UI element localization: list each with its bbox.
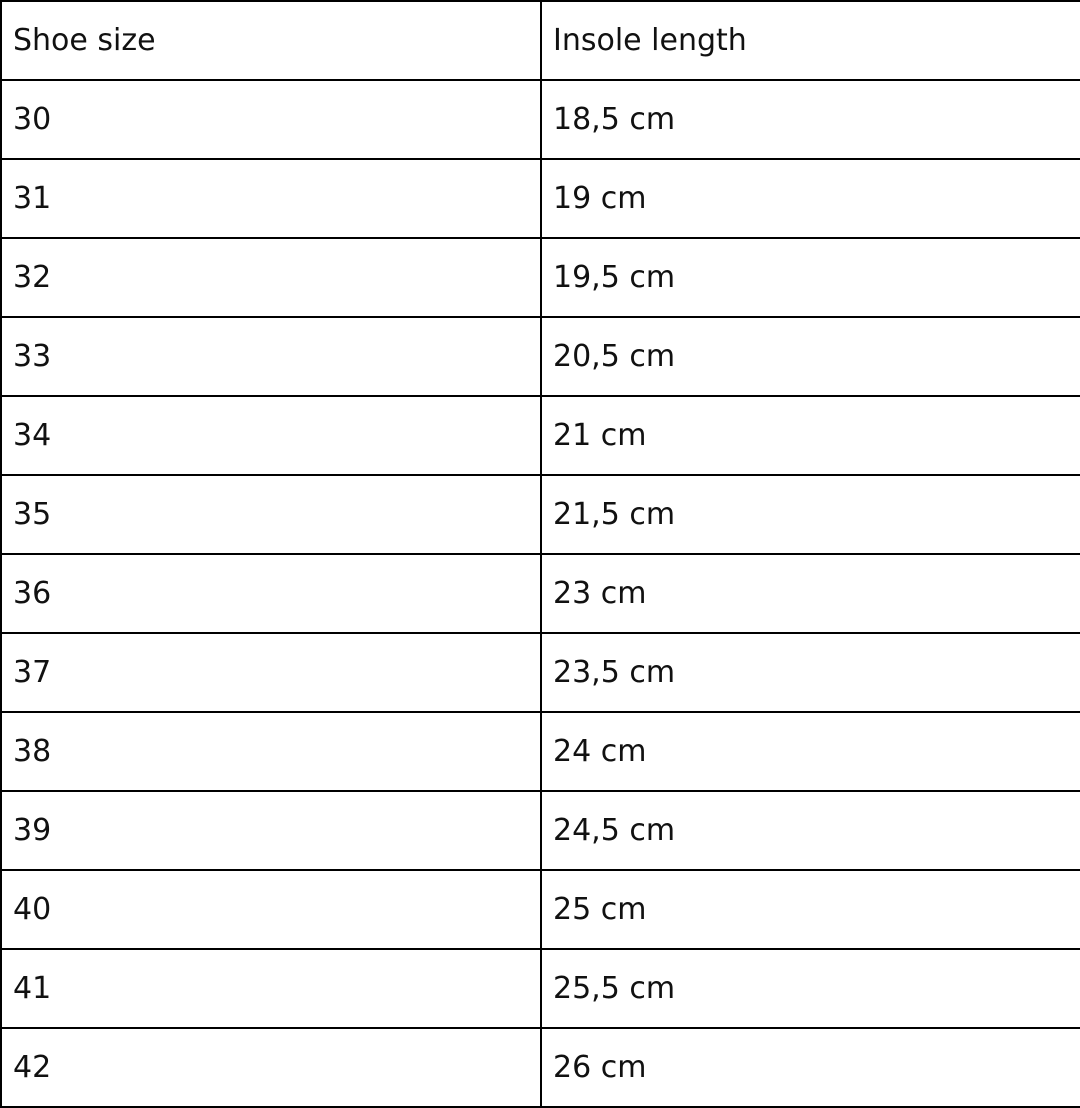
table-header-row (1, 1, 1080, 80)
cell-insole-length: 19 cm (541, 159, 1080, 238)
cell-shoe-size: 31 (1, 159, 541, 238)
table-row (1, 396, 1080, 475)
cell-insole-length: 23 cm (541, 554, 1080, 633)
table-row (1, 238, 1080, 317)
cell-shoe-size: 34 (1, 396, 541, 475)
header-insole-length: Insole length (541, 1, 1080, 80)
cell-shoe-size: 37 (1, 633, 541, 712)
table-row (1, 317, 1080, 396)
cell-insole-length: 24 cm (541, 712, 1080, 791)
cell-insole-length: 26 cm (541, 1028, 1080, 1107)
header-shoe-size: Shoe size (1, 1, 541, 80)
cell-shoe-size: 42 (1, 1028, 541, 1107)
cell-shoe-size: 35 (1, 475, 541, 554)
table-row (1, 80, 1080, 159)
cell-shoe-size: 38 (1, 712, 541, 791)
cell-shoe-size: 30 (1, 80, 541, 159)
cell-shoe-size: 41 (1, 949, 541, 1028)
cell-insole-length: 21 cm (541, 396, 1080, 475)
cell-shoe-size: 36 (1, 554, 541, 633)
table-row (1, 712, 1080, 791)
table-row (1, 1028, 1080, 1107)
cell-insole-length: 20,5 cm (541, 317, 1080, 396)
cell-insole-length: 19,5 cm (541, 238, 1080, 317)
cell-insole-length: 24,5 cm (541, 791, 1080, 870)
table-row (1, 554, 1080, 633)
cell-insole-length: 18,5 cm (541, 80, 1080, 159)
cell-shoe-size: 40 (1, 870, 541, 949)
table-row (1, 870, 1080, 949)
table-row (1, 475, 1080, 554)
cell-insole-length: 25,5 cm (541, 949, 1080, 1028)
cell-insole-length: 23,5 cm (541, 633, 1080, 712)
cell-shoe-size: 39 (1, 791, 541, 870)
cell-insole-length: 21,5 cm (541, 475, 1080, 554)
cell-insole-length: 25 cm (541, 870, 1080, 949)
cell-shoe-size: 33 (1, 317, 541, 396)
table-row (1, 633, 1080, 712)
table-row (1, 159, 1080, 238)
table-row (1, 791, 1080, 870)
cell-shoe-size: 32 (1, 238, 541, 317)
table-row (1, 949, 1080, 1028)
